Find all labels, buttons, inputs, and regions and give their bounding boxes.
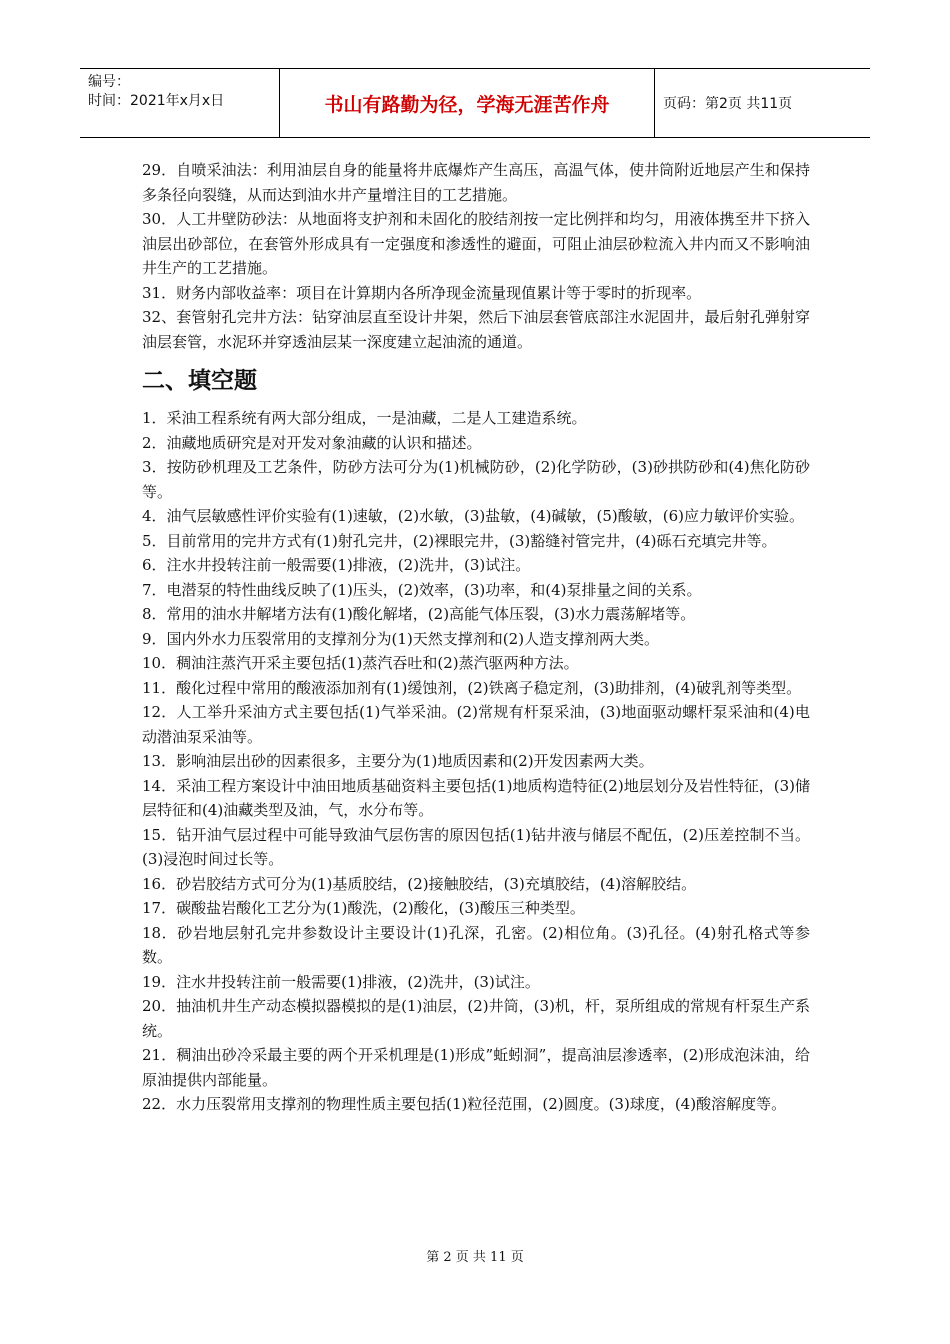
- question-item: 7．电潜泵的特性曲线反映了(1)压头，(2)效率，(3)功率，和(4)泵排量之间的关系。: [142, 580, 702, 599]
- question-item: 22．水力压裂常用支撑剂的物理性质主要包括(1)粒径范围，(2)圆度。(3)球度，(4)酸溶解度等。: [142, 1095, 787, 1113]
- question-item: 4．油气层敏感性评价实验有(1)速敏，(2)水敏，(3)盐敏，(4)碱敏，(5)酸敏，(6)应力敏评价实验。: [142, 507, 805, 525]
- question-item: 19．注水井投转注前一般需要(1)排液，(2)洗井，(3)试注。: [142, 972, 540, 991]
- header-page-number: 页码：第2页 共11页: [663, 96, 793, 112]
- question-item: 10．稠油注蒸汽开采主要包括(1)蒸汽吞吐和(2)蒸汽驱两种方法。: [142, 654, 579, 672]
- question-item: 18．砂岩地层射孔完井参数设计主要设计(1)孔深，孔密。(2)相位角。(3)孔径。(4)射孔格式等参数。: [142, 923, 810, 966]
- definition-item: 30．人工井壁防砂法：从地面将支护剂和未固化的胶结剂按一定比例拌和均匀，用液体携至井下挤入油层出砂部位，在套管外形成具有一定强度和渗透性的避面，可阻止油层砂粒流入井内而又不影响油井生产的工艺措施。: [142, 210, 810, 277]
- question-item: 14．采油工程方案设计中油田地质基础资料主要包括(1)地质构造特征(2)地层划分及岩性特征，(3)储层特征和(4)油藏类型及油，气，水分布等。: [142, 776, 810, 819]
- question-item: 9．国内外水力压裂常用的支撑剂分为(1)天然支撑剂和(2)人造支撑剂两大类。: [142, 629, 660, 648]
- header-motto: 书山有路勤为径，学海无涯苦作舟: [280, 69, 655, 137]
- header-info: [80, 69, 280, 137]
- document-number: 编号：: [88, 74, 130, 90]
- question-item: 5．目前常用的完井方式有(1)射孔完井，(2)裸眼完井，(3)豁缝衬管完井，(4)砾石充填完井等。: [142, 531, 777, 550]
- question-item: 8．常用的油水井解堵方法有(1)酸化解堵，(2)高能气体压裂，(3)水力震荡解堵等。: [142, 605, 696, 623]
- question-item: 20．抽油机井生产动态模拟器模拟的是(1)油层，(2)井筒，(3)机，杆，泵所组成的常规有杆泵生产系统。: [142, 997, 810, 1040]
- question-item: 12．人工举升采油方式主要包括(1)气举采油。(2)常规有杆泵采油，(3)地面驱动螺杆泵采油和(4)电动潜油泵采油等。: [142, 703, 810, 746]
- section-title: 二、填空题: [142, 368, 257, 394]
- definition-item: 29．自喷采油法：利用油层自身的能量将井底爆炸产生高压，高温气体，使井筒附近地层产生和保持多条径向裂缝，从而达到油水井产量增注目的工艺措施。: [142, 161, 810, 204]
- document-body: [142, 158, 810, 1117]
- question-item: 21．稠油出砂冷采最主要的两个开采机理是(1)形成”蚯蚓洞”，提高油层渗透率，(2)形成泡沫油，给原油提供内部能量。: [142, 1046, 810, 1089]
- document-date: 时间：2021年x月x日: [88, 93, 225, 109]
- question-item: 13．影响油层出砂的因素很多，主要分为(1)地质因素和(2)开发因素两大类。: [142, 752, 654, 770]
- question-item: 11．酸化过程中常用的酸液添加剂有(1)缓蚀剂，(2)铁离子稳定剂，(3)助排剂，(4)破乳剂等类型。: [142, 678, 802, 697]
- page-footer: 第 2 页 共 11 页: [426, 1250, 524, 1265]
- question-item: 6．注水井投转注前一般需要(1)排液，(2)洗井，(3)试注。: [142, 556, 531, 574]
- question-item: 1．采油工程系统有两大部分组成，一是油藏，二是人工建造系统。: [142, 409, 587, 427]
- question-item: 17．碳酸盐岩酸化工艺分为(1)酸洗，(2)酸化，(3)酸压三种类型。: [142, 899, 585, 917]
- question-item: 3．按防砂机理及工艺条件，防砂方法可分为(1)机械防砂，(2)化学防砂，(3)砂拱防砂和(4)焦化防砂等。: [142, 458, 810, 501]
- question-item: 16．砂岩胶结方式可分为(1)基质胶结，(2)接触胶结，(3)充填胶结，(4)溶解胶结。: [142, 874, 697, 893]
- question-item: 2．油藏地质研究是对开发对象油藏的认识和描述。: [142, 433, 482, 452]
- definition-item: 31．财务内部收益率：项目在计算期内各所净现金流量现值累计等于零时的折现率。: [142, 283, 702, 302]
- definition-item: 32、套管射孔完井方法：钻穿油层直至设计井架，然后下油层套管底部注水泥固井，最后射孔弹射穿油层套管，水泥环并穿透油层某一深度建立起油流的通道。: [142, 308, 810, 351]
- question-item: 15．钻开油气层过程中可能导致油气层伤害的原因包括(1)钻井液与储层不配伍，(2)压差控制不当。(3)浸泡时间过长等。: [142, 825, 810, 868]
- page-header: [80, 68, 870, 138]
